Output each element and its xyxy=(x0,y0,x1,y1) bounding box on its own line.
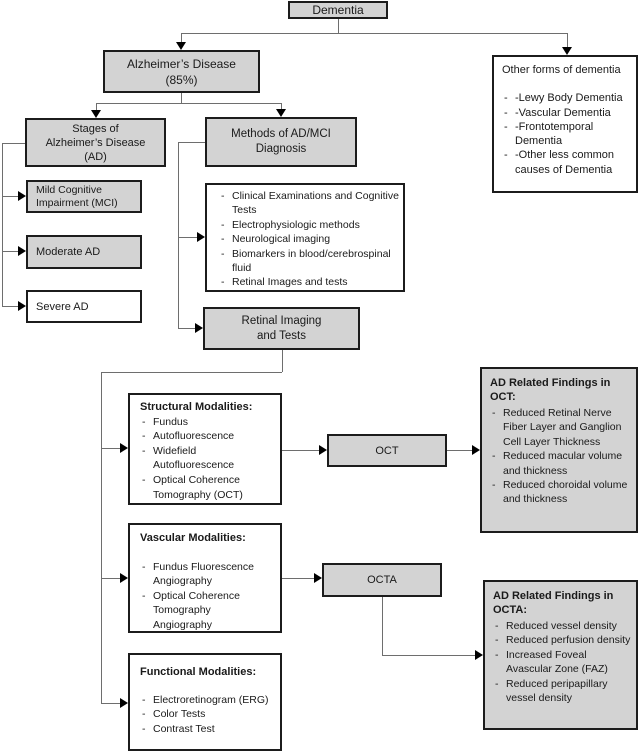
connector-line xyxy=(2,143,3,307)
connector-line xyxy=(2,143,25,144)
connector-line xyxy=(178,328,195,329)
connector-line xyxy=(282,350,283,372)
node-label: Stages of xyxy=(72,122,119,135)
arrowhead-right-icon xyxy=(195,323,203,333)
connector-line xyxy=(181,93,182,103)
list-item: - Contrast Test xyxy=(140,722,276,737)
node-label: Severe AD xyxy=(36,300,89,313)
node-vascular-modalities xyxy=(128,523,282,633)
node-label: and Tests xyxy=(256,329,306,342)
connector-line xyxy=(96,103,97,110)
node-mci xyxy=(26,180,142,213)
connector-line xyxy=(2,306,18,307)
connector-line xyxy=(101,372,102,703)
node-label: Alzheimer’s Disease xyxy=(127,56,236,71)
arrowhead-down-icon xyxy=(91,110,101,118)
node-ad-findings-oct xyxy=(480,367,638,533)
node-ad-findings-octa xyxy=(483,580,638,730)
node-label: OCT xyxy=(375,444,399,457)
arrowhead-down-icon xyxy=(276,109,286,117)
connector-line xyxy=(181,33,182,42)
functional-modalities-list xyxy=(140,693,276,737)
node-label: (AD) xyxy=(84,150,107,163)
connector-line xyxy=(282,450,319,451)
node-title: Other forms of dementia xyxy=(502,64,621,76)
node-label: Dementia xyxy=(312,3,364,17)
list-item: - Electrophysiologic methods xyxy=(219,218,399,232)
node-title: Functional Modalities: xyxy=(140,666,257,678)
node-label: Alzheimer’s Disease xyxy=(45,136,146,149)
list-item: - Reduced peripapillary vessel density xyxy=(493,677,634,706)
list-item: - -Frontotemporal Dementia xyxy=(502,120,630,149)
arrowhead-down-icon xyxy=(562,47,572,55)
connector-line xyxy=(382,655,475,656)
arrowhead-right-icon xyxy=(18,246,26,256)
list-item: - Fundus xyxy=(140,415,276,430)
node-methods-of-diagnosis xyxy=(205,117,357,167)
node-retinal-imaging-and-tests xyxy=(203,307,360,350)
arrowhead-right-icon xyxy=(120,443,128,453)
connector-line xyxy=(178,142,205,143)
diagnosis-methods-list xyxy=(219,189,399,290)
connector-line xyxy=(567,33,568,47)
node-label: (85%) xyxy=(165,72,198,87)
node-functional-modalities xyxy=(128,653,282,751)
node-label: Retinal Imaging xyxy=(241,314,322,327)
list-item: - Retinal Images and tests xyxy=(219,275,399,289)
arrowhead-right-icon xyxy=(319,445,327,455)
connector-line xyxy=(178,237,197,238)
connector-line xyxy=(178,142,179,328)
connector-line xyxy=(101,448,120,449)
node-label: Methods of AD/MCI xyxy=(231,128,331,140)
node-title: AD Related Findings in OCTA: xyxy=(493,590,614,616)
connector-line xyxy=(447,450,472,451)
octa-findings-list xyxy=(493,619,634,705)
node-structural-modalities xyxy=(128,393,282,505)
node-moderate-ad xyxy=(26,235,142,269)
connector-line xyxy=(2,196,18,197)
node-stages-of-ad xyxy=(25,118,166,167)
arrowhead-right-icon xyxy=(120,698,128,708)
list-item: - Biomarkers in blood/cerebrospinal fluid xyxy=(219,247,399,276)
vascular-modalities-list xyxy=(140,560,276,633)
list-item: - Autofluorescence xyxy=(140,429,276,444)
node-label: Moderate AD xyxy=(36,246,101,258)
arrowhead-right-icon xyxy=(120,573,128,583)
list-item: - Reduced macular volume and thickness xyxy=(490,449,632,478)
node-alzheimers-disease xyxy=(103,50,260,93)
arrowhead-right-icon xyxy=(18,191,26,201)
node-label: OCTA xyxy=(367,574,397,586)
node-dementia xyxy=(288,1,388,19)
list-item: - Reduced choroidal volume and thickness xyxy=(490,478,632,507)
list-item: - -Lewy Body Dementia xyxy=(502,91,630,105)
list-item: - Increased Foveal Avascular Zone (FAZ) xyxy=(493,648,634,677)
node-diagnosis-methods-list xyxy=(205,183,405,292)
connector-line xyxy=(181,33,567,34)
arrowhead-right-icon xyxy=(197,232,205,242)
connector-line xyxy=(338,19,339,33)
list-item: - Reduced perfusion density xyxy=(493,633,634,647)
arrowhead-right-icon xyxy=(475,650,483,660)
node-octa xyxy=(322,563,442,597)
list-item: - Neurological imaging xyxy=(219,232,399,246)
node-oct xyxy=(327,434,447,467)
list-item: - Color Tests xyxy=(140,707,276,722)
connector-line xyxy=(96,103,281,104)
connector-line xyxy=(2,251,18,252)
connector-line xyxy=(101,703,120,704)
oct-findings-list xyxy=(490,406,632,507)
list-item: - Optical Coherence Tomography (OCT) xyxy=(140,473,276,502)
node-title: Structural Modalities: xyxy=(140,401,253,413)
list-item: - Clinical Examinations and Cognitive Tests xyxy=(219,189,399,218)
list-item: - -Other less common causes of Dementia xyxy=(502,148,630,177)
list-item: - -Vascular Dementia xyxy=(502,106,630,120)
list-item: - Widefield Autofluorescence xyxy=(140,444,276,473)
node-title: Vascular Modalities: xyxy=(140,532,246,544)
node-label: Mild Cognitive Impairment (MCI) xyxy=(36,183,118,209)
other-dementia-list xyxy=(502,91,630,177)
connector-line xyxy=(382,597,383,655)
list-item: - Fundus Fluorescence Angiography xyxy=(140,560,262,589)
arrowhead-right-icon xyxy=(314,573,322,583)
arrowhead-down-icon xyxy=(176,42,186,50)
list-item: - Optical Coherence Tomography Angiography xyxy=(140,589,262,633)
connector-line xyxy=(101,578,120,579)
node-label: Diagnosis xyxy=(255,143,307,155)
list-item: - Electroretinogram (ERG) xyxy=(140,693,276,708)
arrowhead-right-icon xyxy=(472,445,480,455)
node-other-forms-of-dementia xyxy=(492,55,638,193)
structural-modalities-list xyxy=(140,415,276,503)
list-item: - Reduced vessel density xyxy=(493,619,634,633)
connector-line xyxy=(101,372,282,373)
node-severe-ad xyxy=(26,290,142,323)
arrowhead-right-icon xyxy=(18,301,26,311)
list-item: - Reduced Retinal Nerve Fiber Layer and Ganglion Cell Layer Thickness xyxy=(490,406,632,449)
node-title: AD Related Findings in OCT: xyxy=(490,377,611,403)
connector-line xyxy=(282,578,314,579)
